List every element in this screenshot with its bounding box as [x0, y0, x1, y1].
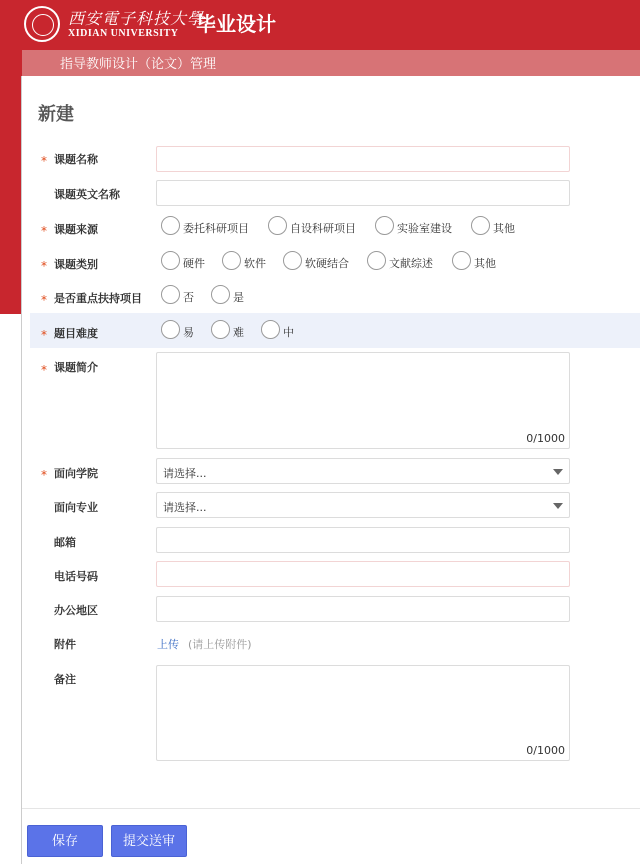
radio-hardware[interactable] — [161, 251, 180, 270]
save-button[interactable]: 保存 — [27, 825, 103, 857]
major-label: 面向专业 — [54, 501, 98, 514]
select-placeholder: 请选择... — [163, 467, 207, 480]
left-accent-strip — [0, 44, 22, 314]
radio-label: 否 — [183, 291, 194, 304]
attachment-label: 附件 — [54, 638, 76, 651]
required-mark: * — [41, 293, 47, 307]
char-counter: 0/1000 — [526, 432, 565, 445]
required-mark: * — [41, 154, 47, 168]
college-select[interactable] — [156, 458, 570, 484]
content-left-border — [21, 76, 22, 864]
radio-medium[interactable] — [261, 320, 280, 339]
upload-hint: (请上传附件) — [188, 638, 252, 651]
remarks-textarea[interactable] — [156, 665, 570, 761]
topic-source-label: 课题来源 — [54, 223, 98, 236]
page-title: 新建 — [38, 104, 74, 125]
radio-yes[interactable] — [211, 285, 230, 304]
radio-easy[interactable] — [161, 320, 180, 339]
radio-label: 难 — [233, 326, 244, 339]
radio-label: 易 — [183, 326, 194, 339]
submit-review-button[interactable]: 提交送审 — [111, 825, 187, 857]
radio-hw-sw[interactable] — [283, 251, 302, 270]
email-label: 邮箱 — [54, 536, 76, 549]
topic-english-name-label: 课题英文名称 — [54, 188, 120, 201]
radio-label: 实验室建设 — [397, 222, 452, 235]
remarks-label: 备注 — [54, 673, 76, 686]
radio-commissioned[interactable] — [161, 216, 180, 235]
required-mark: * — [41, 468, 47, 482]
app-header — [0, 0, 640, 44]
radio-label: 其他 — [474, 257, 496, 270]
required-mark: * — [41, 224, 47, 238]
email-input[interactable] — [156, 527, 570, 553]
topic-name-label: 课题名称 — [54, 153, 98, 166]
required-mark: * — [41, 328, 47, 342]
difficulty-label: 题目难度 — [54, 327, 98, 340]
topic-english-name-input[interactable] — [156, 180, 570, 206]
radio-label: 硬件 — [183, 257, 205, 270]
required-mark: * — [41, 259, 47, 273]
university-logo-english: XIDIAN UNIVERSITY — [68, 28, 179, 39]
major-select[interactable] — [156, 492, 570, 518]
radio-label: 软硬结合 — [305, 257, 349, 270]
university-seal-icon — [24, 6, 60, 42]
radio-label: 自设科研项目 — [290, 222, 356, 235]
caret-down-icon — [553, 469, 563, 475]
radio-label: 中 — [283, 326, 294, 339]
office-input[interactable] — [156, 596, 570, 622]
summary-label: 课题简介 — [54, 361, 98, 374]
college-label: 面向学院 — [54, 467, 98, 480]
radio-source-other[interactable] — [471, 216, 490, 235]
office-label: 办公地区 — [54, 604, 98, 617]
radio-self-research[interactable] — [268, 216, 287, 235]
radio-literature-review[interactable] — [367, 251, 386, 270]
phone-input[interactable] — [156, 561, 570, 587]
required-mark: * — [41, 363, 47, 377]
radio-label: 软件 — [244, 257, 266, 270]
phone-label: 电话号码 — [54, 570, 98, 583]
university-logo-chinese: 西安電子科技大學 — [68, 9, 205, 28]
radio-label: 是 — [233, 291, 244, 304]
summary-textarea[interactable] — [156, 352, 570, 449]
radio-lab-construction[interactable] — [375, 216, 394, 235]
radio-software[interactable] — [222, 251, 241, 270]
upload-link[interactable]: 上传 — [157, 638, 179, 651]
topic-category-label: 课题类别 — [54, 258, 98, 271]
radio-no[interactable] — [161, 285, 180, 304]
subheader-top-band — [22, 44, 640, 50]
footer-divider — [22, 808, 640, 809]
radio-label: 文献综述 — [389, 257, 433, 270]
app-title: 毕业设计 — [196, 12, 276, 36]
select-placeholder: 请选择... — [163, 501, 207, 514]
row-highlight — [30, 313, 640, 348]
section-breadcrumb[interactable]: 指导教师设计（论文）管理 — [60, 57, 217, 72]
radio-label: 委托科研项目 — [183, 222, 249, 235]
key-support-label: 是否重点扶持项目 — [54, 292, 142, 305]
topic-name-input[interactable] — [156, 146, 570, 172]
caret-down-icon — [553, 503, 563, 509]
char-counter: 0/1000 — [526, 744, 565, 757]
radio-category-other[interactable] — [452, 251, 471, 270]
radio-hard[interactable] — [211, 320, 230, 339]
radio-label: 其他 — [493, 222, 515, 235]
